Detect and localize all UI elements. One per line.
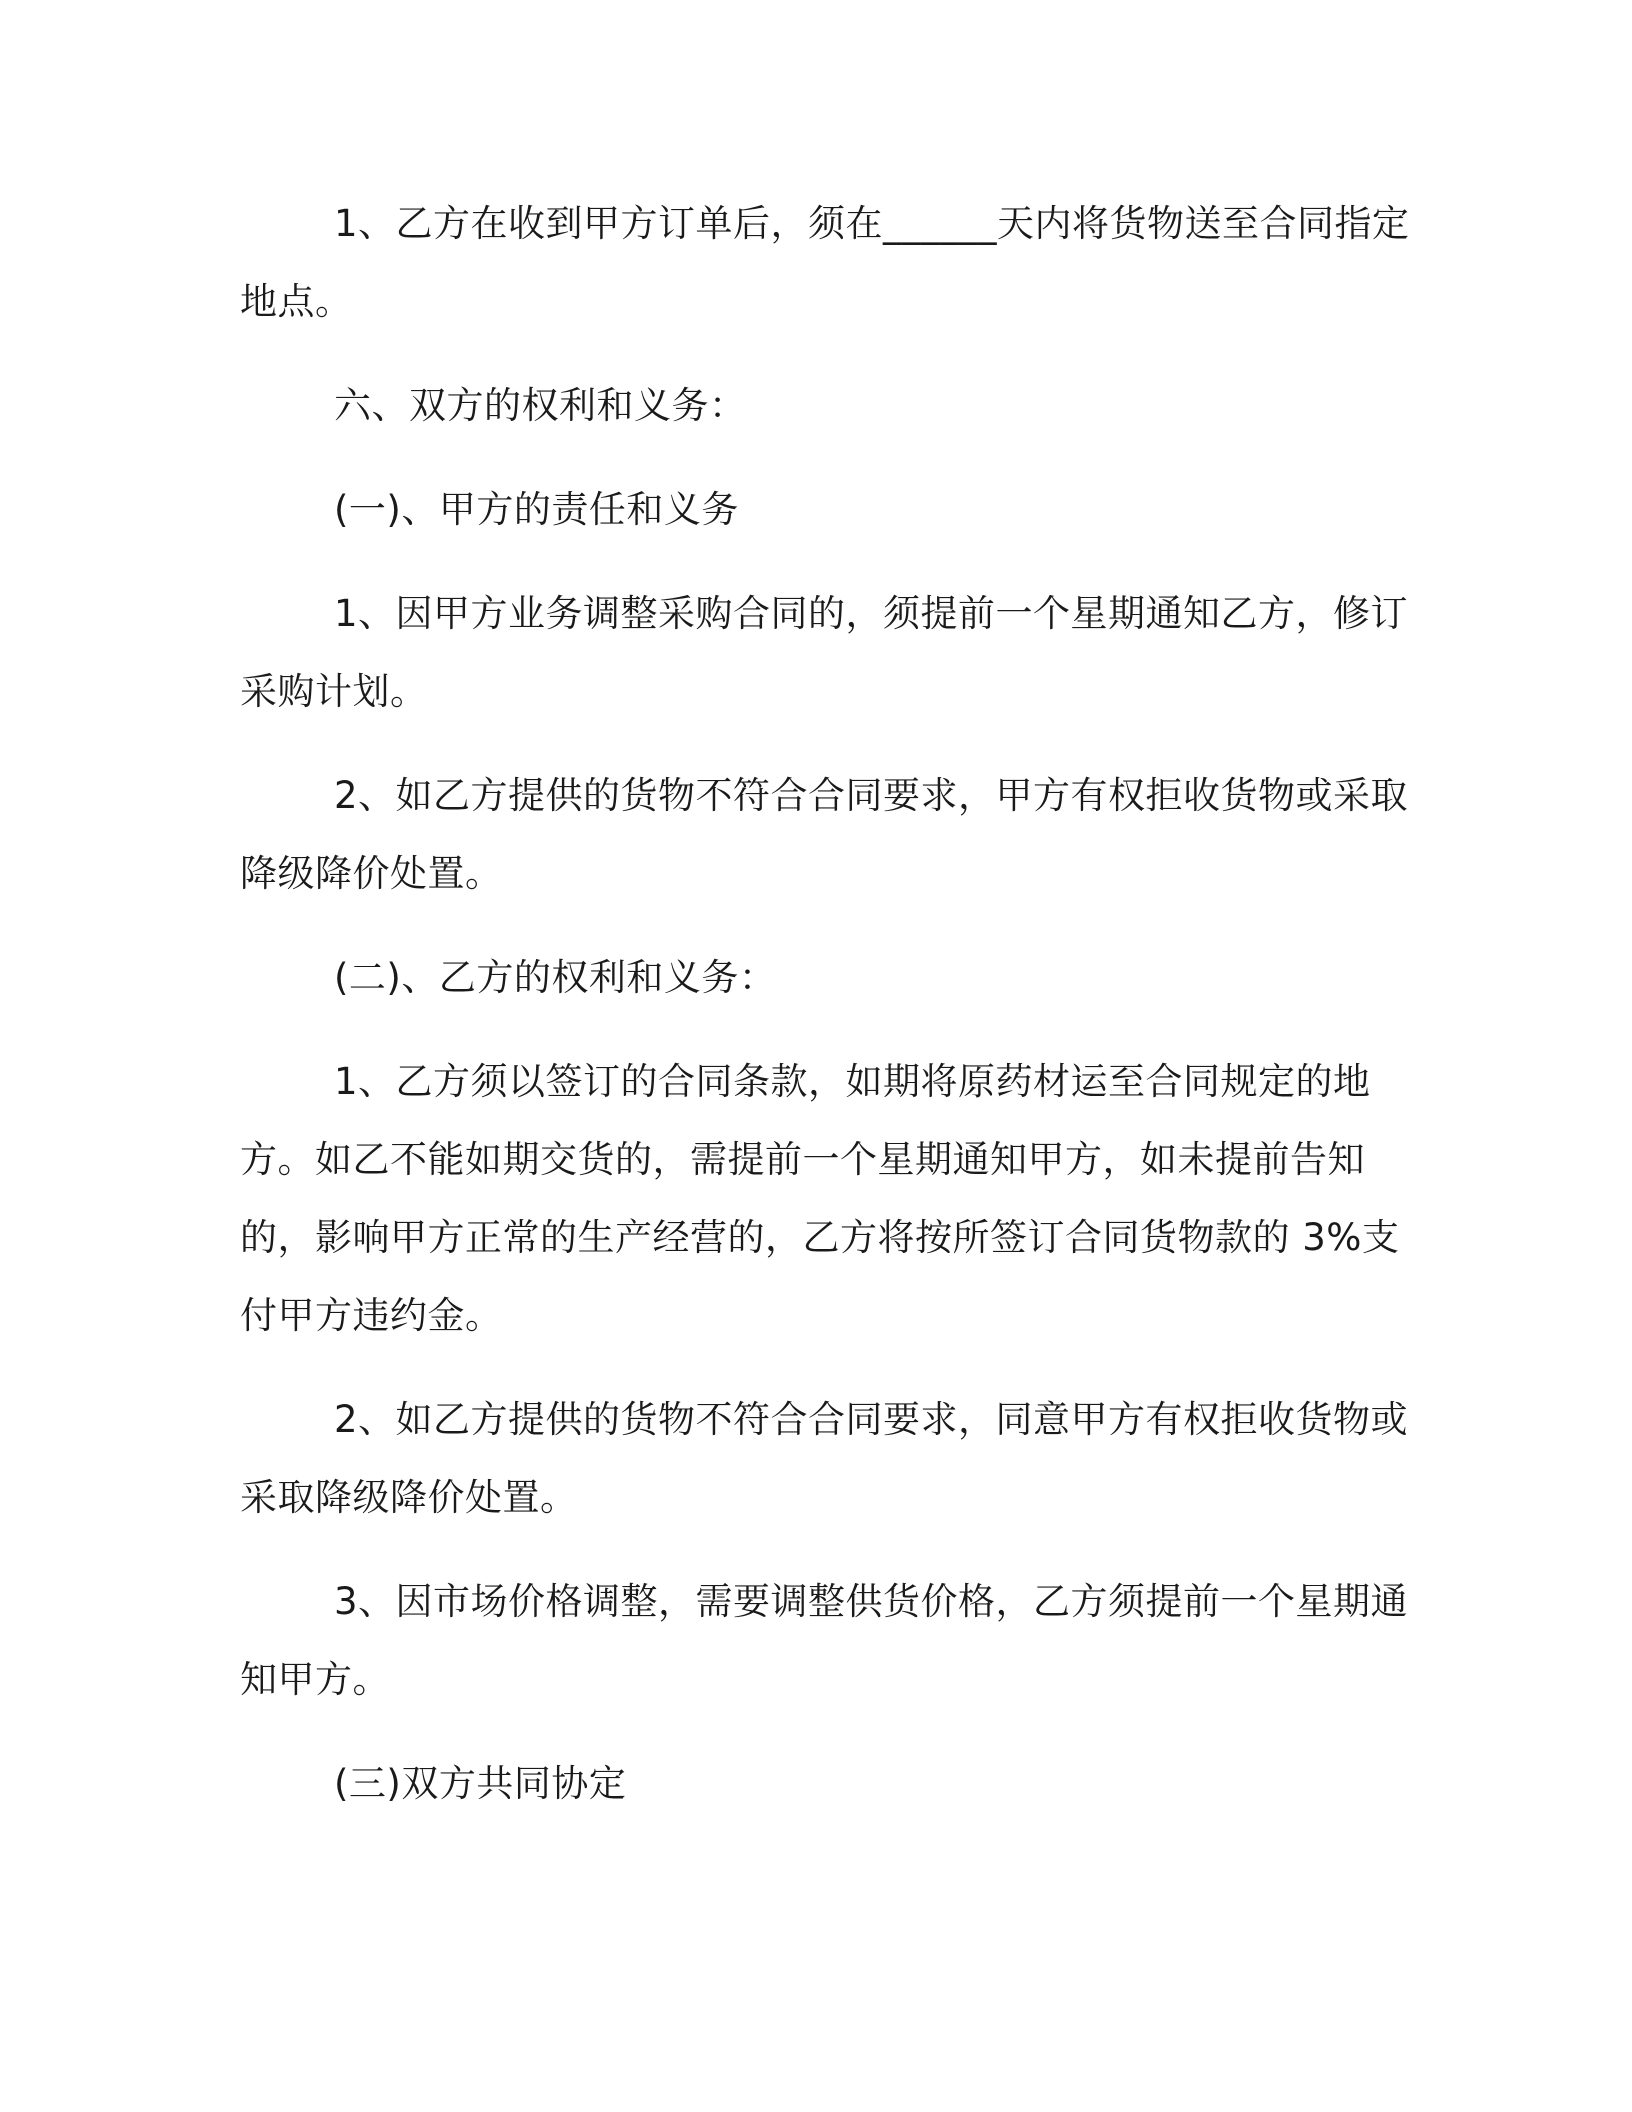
subsection-heading-party-a: (一)、甲方的责任和义务 — [334, 488, 739, 531]
section-heading-rights-obligations: 六、双方的权利和义务： — [334, 384, 747, 427]
document-body — [240, 185, 1410, 1849]
subsection-heading-party-b: (二)、乙方的权利和义务： — [334, 956, 777, 999]
paragraph-party-a-item-1: 1、因甲方业务调整采购合同的，须提前一个星期通知乙方，修订采购计划。 — [240, 592, 1409, 713]
paragraph-party-b-item-3: 3、因市场价格调整，需要调整供货价格，乙方须提前一个星期通知甲方。 — [240, 1580, 1409, 1701]
paragraph-party-b-item-2: 2、如乙方提供的货物不符合合同要求，同意甲方有权拒收货物或采取降级降价处置。 — [240, 1398, 1409, 1519]
paragraph-party-a-item-2: 2、如乙方提供的货物不符合合同要求，甲方有权拒收货物或采取降级降价处置。 — [240, 774, 1409, 895]
paragraph-delivery-terms: 1、乙方在收到甲方订单后，须在______天内将货物送至合同指定地点。 — [240, 202, 1410, 323]
subsection-heading-joint-agreement: (三)双方共同协定 — [334, 1762, 627, 1805]
paragraph-party-b-item-1: 1、乙方须以签订的合同条款，如期将原药材运至合同规定的地方。如乙不能如期交货的，需提前一个星期通知甲方，如未提前告知的，影响甲方正常的生产经营的，乙方将按所签订合同货物款的 3%支付甲方违约金。 — [240, 1060, 1400, 1337]
